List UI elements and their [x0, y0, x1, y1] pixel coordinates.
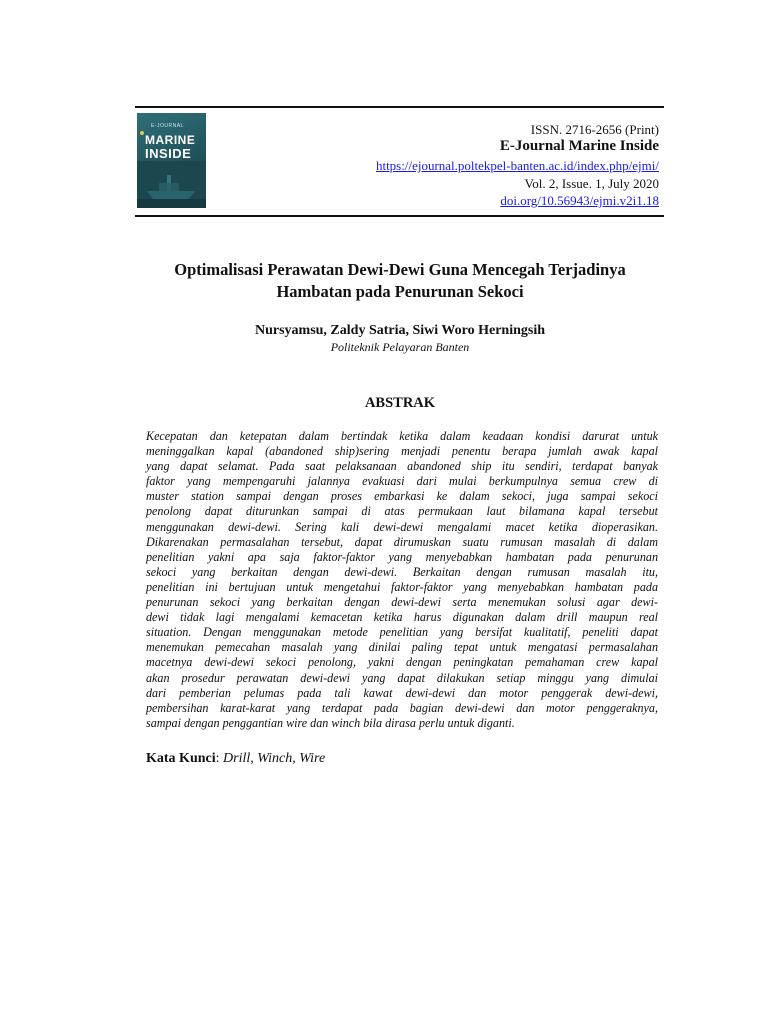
- paper-title-line: Optimalisasi Perawatan Dewi-Dewi Guna Mencegah Terjadinya: [174, 260, 626, 279]
- abstract-line: macetnya dewi-dewi sekoci penolong, yakni dengan peningkatan pemahaman crew kapal: [146, 655, 658, 670]
- cover-title-marine: MARINE: [145, 133, 196, 147]
- abstract-line: faktor yang mempengaruhi jalannya evakuasi dari mulai berkumpulnya semua crew di: [146, 474, 658, 489]
- abstract-line: dari pemberian pelumas pada tali kawat dewi-dewi dan motor penggerak dewi-dewi,: [146, 685, 658, 700]
- author-affiliation: Politeknik Pelayaran Banten: [330, 340, 470, 354]
- volume-issue-text: Vol. 2, Issue. 1, July 2020: [524, 176, 659, 191]
- abstract-line: dewi tidak lagi mengalami kemacetan ketika harus digunakan dalam drill maupun real: [146, 610, 658, 625]
- journal-url-link[interactable]: https://ejournal.poltekpel-banten.ac.id/index.php/ejmi/: [375, 158, 659, 173]
- keywords: [146, 751, 325, 767]
- doi-link[interactable]: doi.org/10.56943/ejmi.v2i1.18: [500, 193, 659, 208]
- abstract-line: menemukan pemecahan masalah yang dinilai paling tepat untuk mengatasi permasalahan: [146, 640, 658, 655]
- cover-title-inside: INSIDE: [145, 146, 192, 161]
- header-top-rule: [135, 106, 664, 108]
- abstract-heading: ABSTRAK: [364, 395, 436, 411]
- abstract-line: meninggalkan kapal (abandoned ship)sering menjadi penentu berapa jumlah awak kapal: [146, 444, 658, 459]
- abstract-line: pembersihan karat-karat yang terdapat pada bagian dewi-dewi dan motor penggeraknya,: [146, 700, 658, 715]
- keywords-label: Kata Kunci: [146, 751, 216, 766]
- abstract-line: situation. Dengan menggunakan metode penelitian yang bersifat kualitatif, peneliti dapat: [146, 625, 658, 640]
- abstract-line: muster station sampai dengan proses embarkasi ke dalam sekoci, juga sampai sekoci: [146, 489, 658, 504]
- abstract-line: Kecepatan dan ketepatan dalam bertindak ketika dalam keadaan kondisi darurat untuk: [146, 429, 658, 443]
- journal-name: E-Journal Marine Inside: [499, 138, 659, 154]
- abstract-body: [146, 429, 658, 731]
- journal-cover-image: [137, 113, 206, 208]
- abstract-line: penolong dapat diturunkan sampai di atas permukaan laut bilamana kapal tersebut: [146, 504, 658, 519]
- abstract-line: Dikarenakan permasalahan tersebut, dapat dirumuskan suatu rumusan masalah di dalam: [146, 534, 658, 549]
- abstract-line: penelitian yakni apa saja faktor-faktor yang menyebabkan hambatan pada penurunan: [146, 549, 658, 564]
- cover-ship-illustration: [137, 161, 206, 208]
- abstract-line: sampai dengan penggantian wire dan winch bila dirasa perlu untuk diganti.: [146, 715, 515, 730]
- issn-text: ISSN. 2716-2656 (Print): [530, 122, 659, 137]
- keywords-separator: :: [215, 751, 224, 766]
- abstract-line: sekoci yang berkaitan dengan dewi-dewi. Berkaitan dengan rumusan masalah itu,: [146, 564, 658, 579]
- paper-title-line: Hambatan pada Penurunan Sekoci: [276, 282, 524, 301]
- abstract-line: penurunan sekoci yang berkaitan dengan dewi-dewi serta menemukan solusi agar dewi-: [146, 595, 658, 610]
- abstract-line: akan prosedur perawatan dewi-dewi yang dapat dilakukan setiap minggu yang dimulai: [146, 670, 658, 685]
- paper-authors: Nursyamsu, Zaldy Satria, Siwi Woro Herningsih: [254, 323, 546, 338]
- keywords-value: Drill, Winch, Wire: [223, 751, 326, 766]
- abstract-line: yang dapat selamat. Pada saat pelaksanaan abandoned ship itu sendiri, terdapat banyak: [146, 459, 658, 474]
- abstract-line: menggunakan dewi-dewi. Sering kali dewi-dewi mengalami macet ketika dioperasikan.: [146, 519, 658, 534]
- header-bottom-rule: [135, 215, 664, 217]
- abstract-line: penelitian ini bertujuan untuk mengetahui faktor-faktor yang menyebabkan hambatan pada: [146, 579, 658, 594]
- cover-logo-dot: [140, 131, 144, 135]
- cover-journal-label: E-JOURNAL: [151, 123, 184, 129]
- paper-title: [130, 259, 670, 303]
